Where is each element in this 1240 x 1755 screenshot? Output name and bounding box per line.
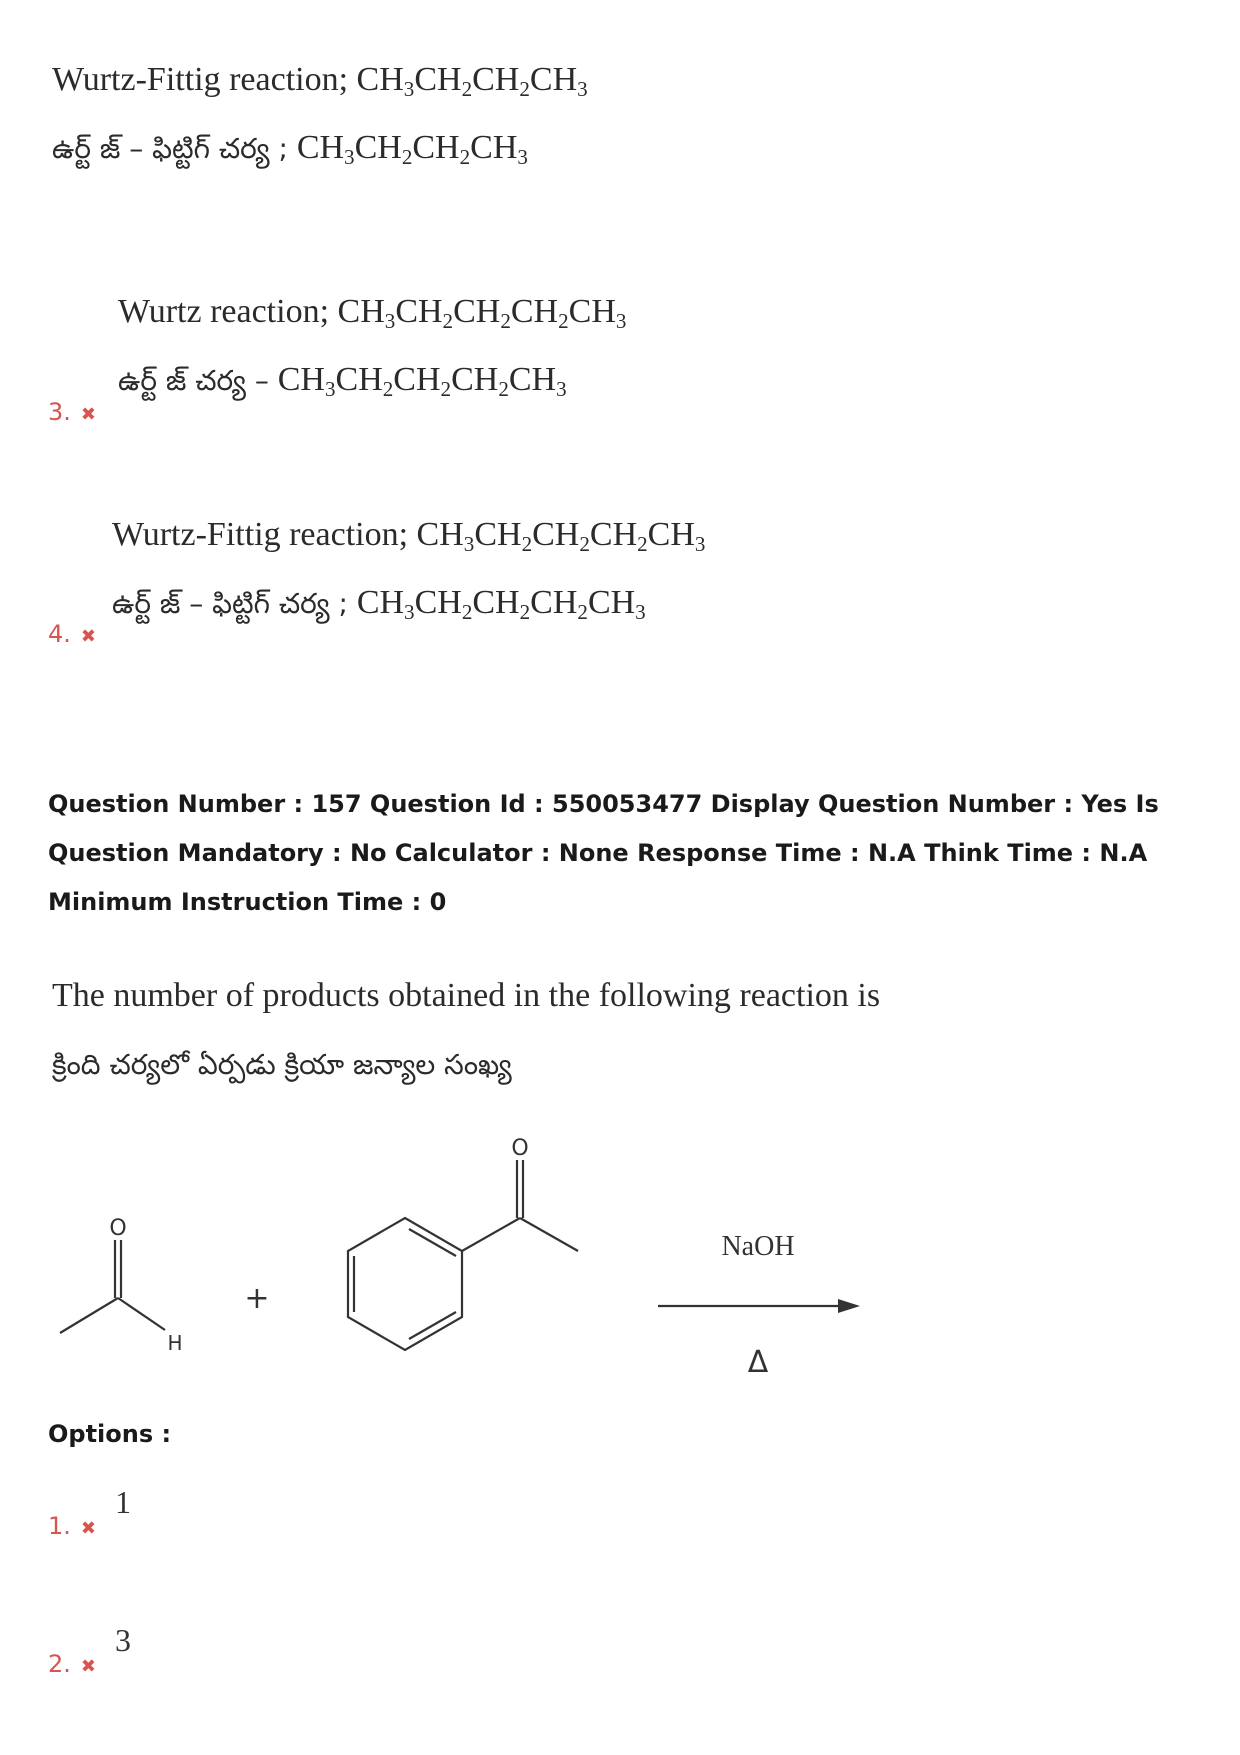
reaction-name-telugu: ఉర్ట్ జ్ చర్య –	[118, 364, 278, 397]
option-4-english	[112, 515, 705, 555]
question-text-english: The number of products obtained in the following reaction is	[52, 977, 881, 1014]
prev-option-telugu	[52, 128, 528, 169]
oxygen-label: O	[511, 1136, 529, 1161]
formula: $CH_3CH_2CH_2CH_2CH_3$	[416, 516, 706, 556]
reaction-name: Wurtz reaction;	[118, 293, 338, 330]
option-2-value: 3	[115, 1622, 131, 1658]
formula: $CH_3CH_2CH_2CH_3$	[356, 61, 588, 101]
reaction-scheme	[0, 1110, 1240, 1410]
wrong-icon: ✖	[80, 1656, 96, 1677]
acetaldehyde-structure	[60, 1240, 165, 1333]
option-2-number: 2. ✖	[48, 1650, 96, 1678]
question-metadata: Question Number : 157 Question Id : 550053477 Display Question Number : Yes Is Question Mandatory : No Calculator : None Response Time : N.A Think Time : N.A Minimum Instruction Time : 0	[48, 790, 1159, 916]
option-1-number: 1. ✖	[48, 1512, 96, 1540]
reagent-label: NaOH	[721, 1231, 795, 1262]
options-label: Options :	[48, 1420, 172, 1448]
formula: $CH_3CH_2CH_2CH_3$	[296, 129, 528, 169]
heat-symbol: Δ	[747, 1345, 769, 1380]
question-text-telugu: క్రింది చర్యలో ఏర్పడు క్రియా జన్యాల సంఖ్య	[52, 1048, 512, 1081]
option-4-telugu	[112, 583, 646, 624]
wrong-icon: ✖	[80, 404, 96, 425]
hydrogen-label: H	[167, 1331, 183, 1355]
option-3-telugu	[118, 360, 567, 401]
option-1-value: 1	[115, 1484, 131, 1520]
reaction-name: Wurtz-Fittig reaction;	[112, 516, 417, 553]
oxygen-label: O	[109, 1216, 127, 1241]
formula: $CH_3CH_2CH_2CH_2CH_3$	[356, 584, 646, 624]
reaction-name-telugu: ఉర్ట్ జ్ – ఫిట్టిగ్ చర్య ;	[112, 587, 357, 620]
plus-sign: +	[244, 1281, 270, 1316]
wrong-icon: ✖	[80, 626, 96, 647]
wrong-icon: ✖	[80, 1518, 96, 1539]
reaction-name-telugu: ఉర్ట్ జ్ – ఫిట్టిగ్ చర్య ;	[52, 132, 297, 165]
acetophenone-structure	[348, 1160, 578, 1350]
formula: $CH_3CH_2CH_2CH_2CH_3$	[277, 361, 567, 401]
formula: $CH_3CH_2CH_2CH_2CH_3$	[337, 293, 627, 333]
prev-option-english	[52, 60, 588, 100]
reaction-name: Wurtz-Fittig reaction;	[52, 61, 357, 98]
arrow-head	[838, 1299, 860, 1313]
option-3-english	[118, 292, 626, 332]
option-4-number: 4. ✖	[48, 620, 96, 648]
option-3-number: 3. ✖	[48, 398, 96, 426]
